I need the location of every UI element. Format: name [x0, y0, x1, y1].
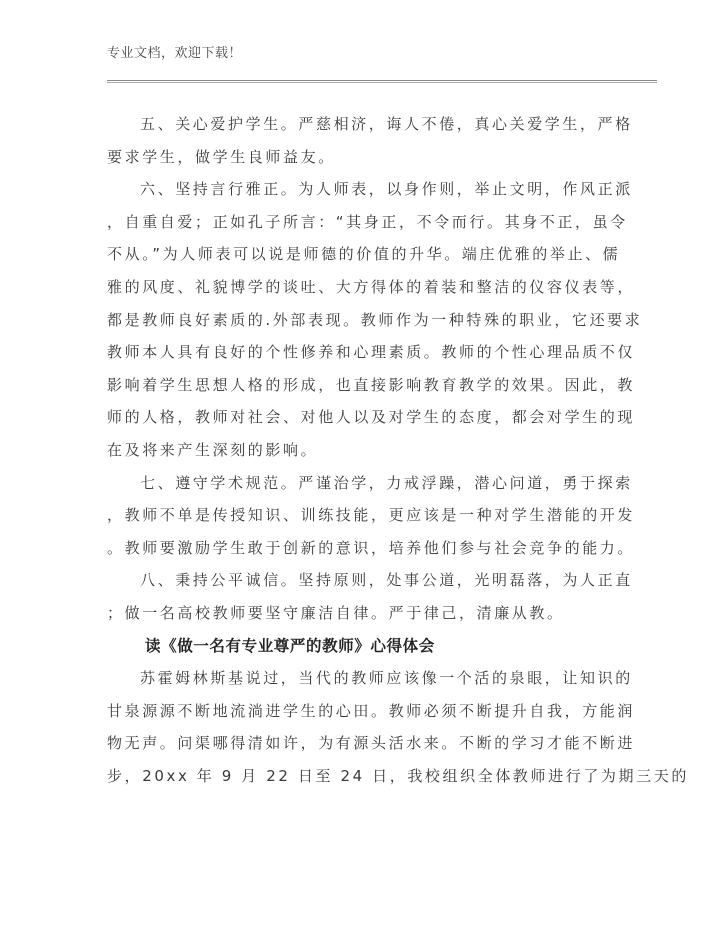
text-line: 都是教师良好素质的.外部表现。教师作为一种特殊的职业，它还要求: [107, 310, 643, 329]
text-line: ；做一名高校教师要坚守廉洁自律。严于律己，清廉从教。: [107, 603, 565, 622]
section-heading: 读《做一名有专业尊严的教师》心得体会: [145, 636, 435, 655]
text-line: 物无声。问渠哪得清如许，为有源头活水来。不断的学习才能不断进: [107, 734, 636, 753]
text-line: 雅的风度、礼貌博学的谈吐、大方得体的着装和整洁的仪容仪表等，: [107, 277, 636, 296]
text-line: 影响着学生思想人格的形成，也直接影响教育教学的效果。因此，教: [107, 375, 636, 394]
text-line: 五、关心爱护学生。严慈相济，诲人不倦，真心关爱学生，严格: [140, 115, 633, 133]
text-line: 苏霍姆林斯基说过，当代的教师应该像一个活的泉眼，让知识的: [140, 669, 633, 688]
text-line: 。教师要激励学生敢于创新的意识，培养他们参与社会竞争的能力。: [107, 538, 636, 557]
text-line: 七、遵守学术规范。严谨治学，力戒浮躁，潜心问道，勇于探索: [140, 473, 633, 492]
text-line: 要求学生，做学生良师益友。: [107, 147, 336, 166]
text-line: 不从。”为人师表可以说是师德的价值的升华。端庄优雅的举止、儒: [107, 245, 621, 264]
page-header-text: 专业文档，欢迎下载！: [107, 46, 243, 61]
text-line: 步，20xx 年 9 月 22 日至 24 日，我校组织全体教师进行了为期三天的: [107, 766, 689, 785]
text-line: ，教师不单是传授知识、训练技能，更应该是一种对学生潜能的开发: [107, 506, 636, 525]
text-line: 教师本人具有良好的个性修养和心理素质。教师的个性心理品质不仅: [107, 343, 636, 362]
text-line: 甘泉源源不断地流淌进学生的心田。教师必须不断提升自我，方能润: [107, 701, 636, 720]
header-divider: [107, 80, 657, 83]
document-body: [107, 108, 689, 792]
text-line: 在及将来产生深刻的影响。: [107, 440, 319, 459]
text-line: 六、坚持言行雅正。为人师表，以身作则，举止文明，作风正派: [140, 180, 633, 199]
text-line: 八、秉持公平诚信。坚持原则，处事公道，光明磊落，为人正直: [140, 571, 633, 590]
text-line: 师的人格，教师对社会、对他人以及对学生的态度，都会对学生的现: [107, 408, 636, 427]
text-line: ，自重自爱；正如孔子所言：“其身正，不令而行。其身不正，虽令: [107, 212, 628, 231]
